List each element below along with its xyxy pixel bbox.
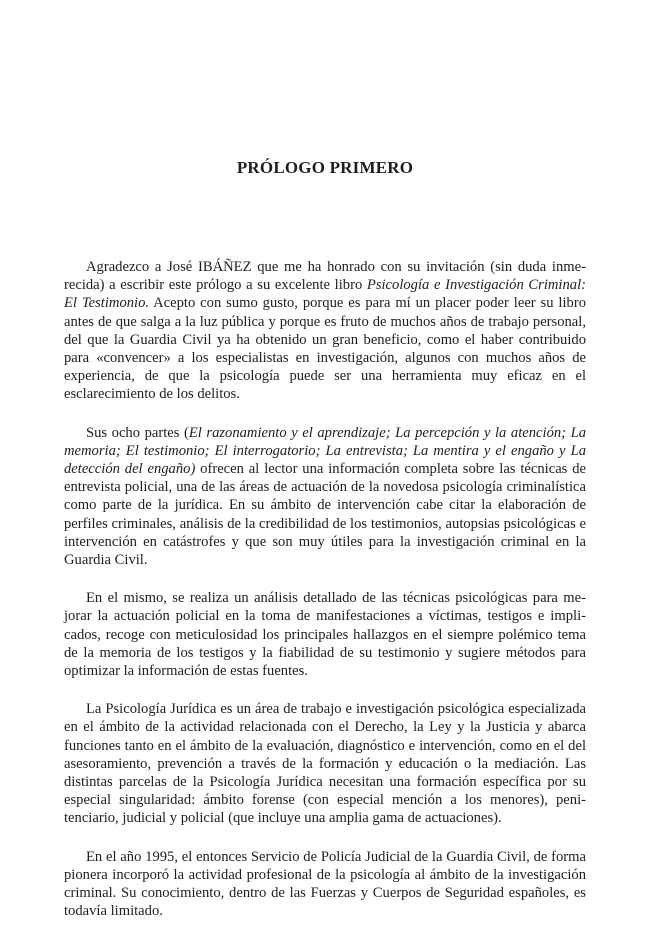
book-title-italic: Psicología e Investigación Criminal: El Testimonio. (64, 277, 586, 312)
paragraph-3 (64, 589, 586, 680)
paragraph-5 (64, 848, 586, 921)
paragraph-3-text: En el mismo, se realiza un análisis detallado de las técnicas psicológicas para mejorar la actuación policial en la toma de manifestaciones a víctimas, testigos e implicados, recoge con meticulosidad los principales hallazgos en el siempre polémico tema de la memoria de los testigos y la fiabilidad de su testimonio y sugiere métodos para optimizar la información de estas fuentes. (64, 590, 586, 680)
paragraph-2 (64, 424, 586, 570)
book-parts-italic: El razonamiento y el aprendizaje; La percepción y la atención; La memoria; El testimonio; El interrogatorio; La entrevista; La mentira y el engaño y La detección del engaño) (64, 424, 586, 478)
paragraph-1-part-1: Agradezco a José IBÁÑEZ que me ha honrado con su invitación (sin duda inmerecida) a escribir este prólogo a su excelente libro (64, 259, 586, 294)
paragraph-1 (64, 258, 586, 404)
paragraph-2-part-1: Sus ocho partes ( (86, 424, 189, 441)
page-title: PRÓLOGO PRIMERO (236, 158, 414, 177)
paragraph-4-text: La Psicología Jurídica es un área de trabajo e investigación psicológica especializada en el ámbito de la actividad relacionada con el Derecho, la Ley y la Justicia y abarca funciones tanto en el ámbito de la evaluación, diagnóstico e intervención, como en el del asesoramiento, prevención a través de la formación y educación o la mediación. Las distintas parcelas de la Psicología Jurídica necesitan una formación específica por su especial singularidad: ámbito forense (con especial mención a los menores), penitenciario, judicial y policial (que incluye una amplia gama de actuaciones). (64, 701, 586, 827)
paragraph-2-part-3: ofrecen al lector una información completa sobre las técnicas de entrevista policial, una de las áreas de actuación de la novedosa psicología criminalística como parte de la jurídica. En su ámbito de intervención cabe citar la elaboración de perfiles criminales, análisis de la credibilidad de los testimonios, autopsias psicológicas e intervención en catástrofes y que son muy útiles para la investigación criminal en la Guardia Civil. (64, 461, 586, 569)
paragraph-5-text: En el año 1995, el entonces Servicio de Policía Judicial de la Guardia Civil, de forma pionera incorporó la actividad profesional de la psicología al ámbito de la investigación criminal. Su conocimiento, dentro de las Fuerzas y Cuerpos de Seguridad españoles, es todavía limitado. (64, 848, 586, 920)
paragraph-4 (64, 700, 586, 827)
prologue-body (64, 258, 586, 941)
paragraph-1-part-3: Acepto con sumo gusto, porque es para mí un placer poder leer su libro antes de que salga a la luz pública y porque es fruto de muchos años de trabajo personal, del que la Guardia Civil ya ha obtenido un gran beneficio, como el haber contribuido para «convencer» a los especialistas en investigación, algunos con muchos años de experiencia, de que la psicología puede ser una herramienta muy eficaz en el esclarecimiento de los delitos. (64, 295, 586, 403)
